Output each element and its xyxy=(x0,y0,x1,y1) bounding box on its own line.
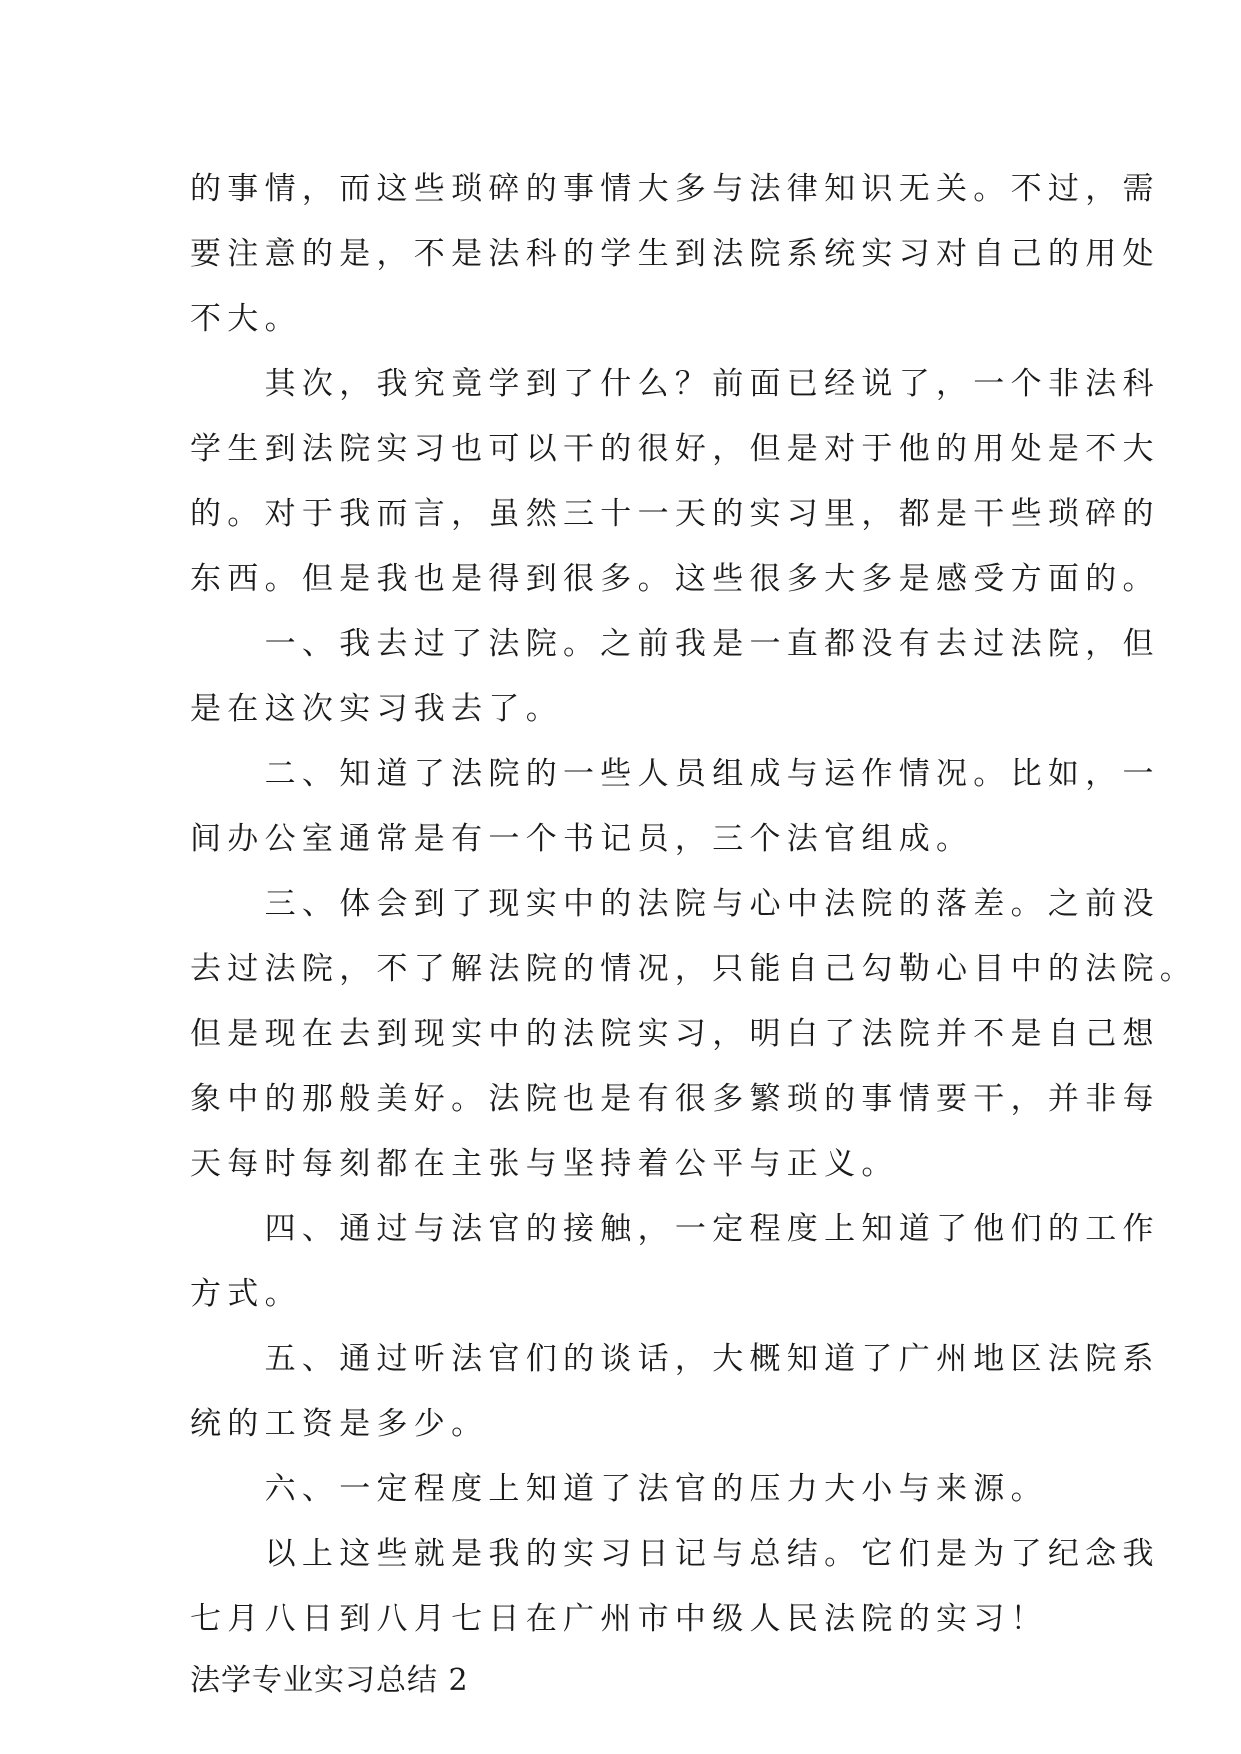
text-line: 学生到法院实习也可以干的很好，但是对于他的用处是不大 xyxy=(190,431,1160,467)
text-line: 方式。 xyxy=(190,1276,302,1312)
text-line: 不大。 xyxy=(190,301,302,337)
text-line: 六、一定程度上知道了法官的压力大小与来源。 xyxy=(190,1471,1048,1507)
text-line: 七月八日到八月七日在广州市中级人民法院的实习！ xyxy=(190,1601,1048,1637)
text-line: 统的工资是多少。 xyxy=(190,1406,489,1442)
text-line: 二、知道了法院的一些人员组成与运作情况。比如，一 xyxy=(190,756,1160,792)
section-heading: 法学专业实习总结 2 xyxy=(190,1663,469,1698)
text-line: 五、通过听法官们的谈话，大概知道了广州地区法院系 xyxy=(190,1341,1160,1377)
document-body xyxy=(190,157,1198,1710)
text-line: 的事情，而这些琐碎的事情大多与法律知识无关。不过，需 xyxy=(190,171,1160,207)
text-line: 要注意的是，不是法科的学生到法院系统实习对自己的用处 xyxy=(190,236,1160,272)
text-line: 以上这些就是我的实习日记与总结。它们是为了纪念我 xyxy=(190,1536,1160,1572)
text-line: 象中的那般美好。法院也是有很多繁琐的事情要干，并非每 xyxy=(190,1081,1160,1117)
text-line: 一、我去过了法院。之前我是一直都没有去过法院，但 xyxy=(190,626,1160,662)
text-line: 间办公室通常是有一个书记员，三个法官组成。 xyxy=(190,821,974,857)
text-line: 的。对于我而言，虽然三十一天的实习里，都是干些琐碎的 xyxy=(190,496,1160,532)
text-line: 去过法院，不了解法院的情况，只能自己勾勒心目中的法院。 xyxy=(190,951,1198,987)
text-line: 东西。但是我也是得到很多。这些很多大多是感受方面的。 xyxy=(190,561,1160,597)
text-line: 天每时每刻都在主张与坚持着公平与正义。 xyxy=(190,1146,899,1182)
text-line: 四、通过与法官的接触，一定程度上知道了他们的工作 xyxy=(190,1211,1160,1247)
text-line: 三、体会到了现实中的法院与心中法院的落差。之前没 xyxy=(190,886,1160,922)
text-line: 其次，我究竟学到了什么？前面已经说了，一个非法科 xyxy=(190,366,1160,402)
text-line: 但是现在去到现实中的法院实习，明白了法院并不是自己想 xyxy=(190,1016,1160,1052)
text-line: 是在这次实习我去了。 xyxy=(190,691,563,727)
